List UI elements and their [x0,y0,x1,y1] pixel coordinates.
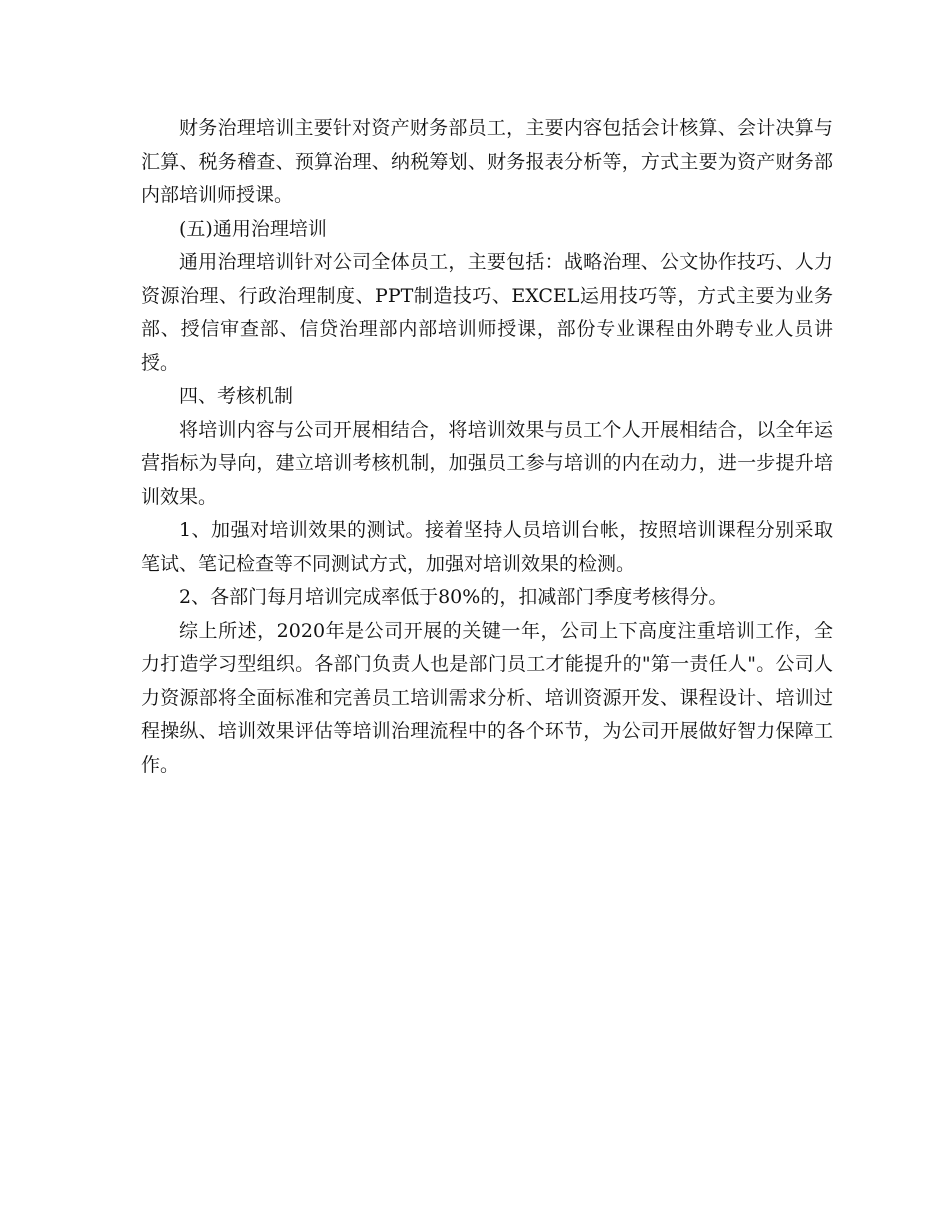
heading-assessment-mechanism: 四、考核机制 [179,385,294,407]
paragraph-general-training: 通用治理培训针对公司全体员工，主要包括：战略治理、公文协作技巧、人力资源治理、行政治理制度、PPT制造技巧、EXCEL运用技巧等，方式主要为业务部、授信审查部、信贷治理部内部培训师授课，部份专业课程由外聘专业人员讲授。 [141,251,833,374]
heading-general-training: (五)通用治理培训 [179,217,327,240]
document-page [141,112,833,782]
paragraph-assessment-item-1: 1、加强对培训效果的测试。接着坚持人员培训台帐，按照培训课程分别采取笔试、笔记检查等不同测试方式，加强对培训效果的检测。 [141,519,833,575]
paragraph-assessment-item-2: 2、各部门每月培训完成率低于80%的，扣减部门季度考核得分。 [179,586,728,608]
paragraph-assessment-intro: 将培训内容与公司开展相结合，将培训效果与员工个人开展相结合，以全年运营指标为导向，建立培训考核机制，加强员工参与培训的内在动力，进一步提升培训效果。 [141,418,833,508]
paragraph-finance-training: 财务治理培训主要针对资产财务部员工，主要内容包括会计核算、会计决算与汇算、税务稽查、预算治理、纳税筹划、财务报表分析等，方式主要为资产财务部内部培训师授课。 [141,117,833,206]
paragraph-conclusion: 综上所述，2020年是公司开展的关键一年，公司上下高度注重培训工作，全力打造学习型组织。各部门负责人也是部门员工才能提升的"第一责任人"。公司人力资源部将全面标准和完善员工培训需求分析、培训资源开发、课程设计、培训过程操纵、培训效果评估等培训治理流程中的各个环节，为公司开展做好智力保障工作。 [141,619,833,776]
